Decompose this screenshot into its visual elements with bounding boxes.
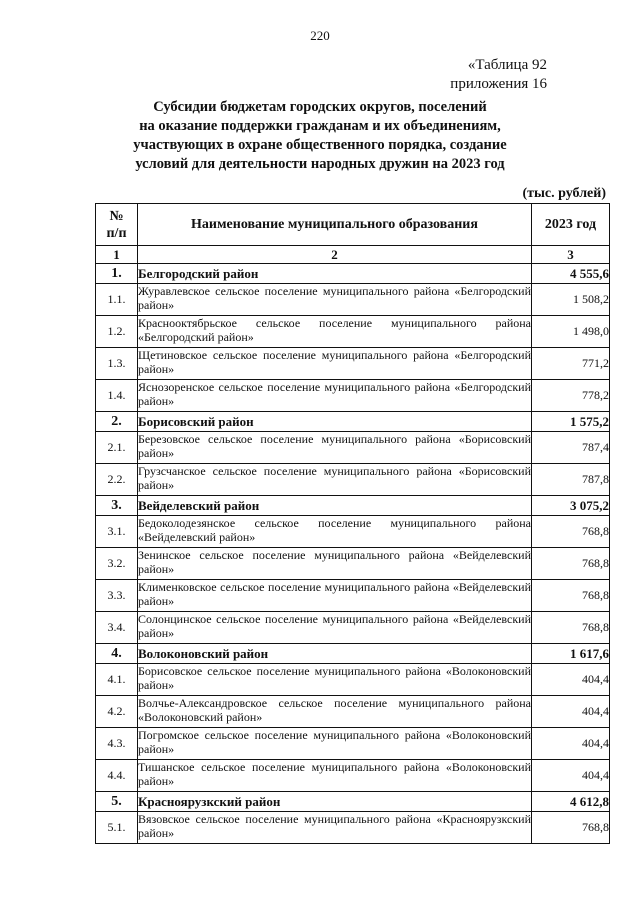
row-number: 1.4.: [96, 380, 138, 412]
header-year: 2023 год: [532, 204, 610, 246]
subsidy-amount: 1 575,2: [532, 412, 610, 432]
subsidy-amount: 768,8: [532, 612, 610, 644]
subsidy-amount: 768,8: [532, 812, 610, 844]
municipality-name: Вязовское сельское поселение муниципального района «Красноярузкский район»: [138, 812, 532, 844]
municipality-name: Солонцинское сельское поселение муниципального района «Вейделевский район»: [138, 612, 532, 644]
row-number: 5.1.: [96, 812, 138, 844]
subsidy-amount: 771,2: [532, 348, 610, 380]
row-number: 3.4.: [96, 612, 138, 644]
municipality-name: Борисовское сельское поселение муниципального района «Волоконовский район»: [138, 664, 532, 696]
district-row: [96, 412, 610, 432]
header-name: Наименование муниципального образования: [138, 204, 532, 246]
row-number: 2.1.: [96, 432, 138, 464]
municipality-name: Красноярузкский район: [138, 792, 532, 812]
header-number-line: п/п: [106, 225, 127, 241]
column-number: 1: [96, 246, 138, 264]
municipality-name: Краснооктябрьское сельское поселение муниципального района «Белгородский район»: [138, 316, 532, 348]
table-header-row: [96, 204, 610, 246]
subsidy-amount: 787,8: [532, 464, 610, 496]
municipality-name: Борисовский район: [138, 412, 532, 432]
municipality-name: Волчье-Александровское сельское поселение муниципального района «Волоконовский район»: [138, 696, 532, 728]
units-label: (тыс. рублей): [522, 186, 606, 201]
row-number: 3.3.: [96, 580, 138, 612]
subsidy-amount: 404,4: [532, 664, 610, 696]
subsidy-amount: 404,4: [532, 728, 610, 760]
row-number: 2.2.: [96, 464, 138, 496]
settlement-row: [96, 316, 610, 348]
municipality-name: Тишанское сельское поселение муниципального района «Волоконовский район»: [138, 760, 532, 792]
settlement-row: [96, 284, 610, 316]
row-number: 4.2.: [96, 696, 138, 728]
municipality-name: Клименковское сельское поселение муниципального района «Вейделевский район»: [138, 580, 532, 612]
table-reference-line: «Таблица 92: [467, 57, 547, 73]
subsidy-amount: 4 612,8: [532, 792, 610, 812]
municipality-name: Погромское сельское поселение муниципального района «Волоконовский район»: [138, 728, 532, 760]
row-number: 4.1.: [96, 664, 138, 696]
settlement-row: [96, 760, 610, 792]
subsidy-amount: 768,8: [532, 516, 610, 548]
municipality-name: Волоконовский район: [138, 644, 532, 664]
district-row: [96, 264, 610, 284]
row-number: 1.2.: [96, 316, 138, 348]
subsidy-amount: 768,8: [532, 548, 610, 580]
subsidy-amount: 768,8: [532, 580, 610, 612]
row-number: 2.: [96, 412, 138, 432]
settlement-row: [96, 728, 610, 760]
municipality-name: Яснозоренское сельское поселение муниципального района «Белгородский район»: [138, 380, 532, 412]
district-row: [96, 792, 610, 812]
title-line: Субсидии бюджетам городских округов, поселений: [153, 99, 487, 115]
district-row: [96, 496, 610, 516]
header-number: [96, 204, 138, 246]
settlement-row: [96, 548, 610, 580]
table-reference-line: приложения 16: [450, 76, 547, 92]
settlement-row: [96, 580, 610, 612]
settlement-row: [96, 380, 610, 412]
column-number: 2: [138, 246, 532, 264]
row-number: 1.1.: [96, 284, 138, 316]
column-number: 3: [532, 246, 610, 264]
settlement-row: [96, 664, 610, 696]
column-number-row: [96, 246, 610, 264]
municipality-name: Вейделевский район: [138, 496, 532, 516]
settlement-row: [96, 696, 610, 728]
title-line: условий для деятельности народных дружин на 2023 год: [135, 156, 505, 172]
subsidy-amount: 778,2: [532, 380, 610, 412]
row-number: 4.: [96, 644, 138, 664]
municipality-name: Зенинское сельское поселение муниципального района «Вейделевский район»: [138, 548, 532, 580]
subsidy-amount: 1 498,0: [532, 316, 610, 348]
municipality-name: Грузсчанское сельское поселение муниципального района «Борисовский район»: [138, 464, 532, 496]
subsidy-amount: 787,4: [532, 432, 610, 464]
subsidy-amount: 3 075,2: [532, 496, 610, 516]
district-row: [96, 644, 610, 664]
municipality-name: Щетиновское сельское поселение муниципального района «Белгородский район»: [138, 348, 532, 380]
subsidy-table: [95, 203, 610, 844]
municipality-name: Журавлевское сельское поселение муниципального района «Белгородский район»: [138, 284, 532, 316]
settlement-row: [96, 612, 610, 644]
row-number: 3.: [96, 496, 138, 516]
settlement-row: [96, 432, 610, 464]
subsidy-amount: 404,4: [532, 696, 610, 728]
settlement-row: [96, 516, 610, 548]
header-number-line: №: [109, 208, 124, 224]
row-number: 4.4.: [96, 760, 138, 792]
document-title: [80, 98, 560, 174]
settlement-row: [96, 348, 610, 380]
table-reference: [450, 56, 547, 94]
municipality-name: Белгородский район: [138, 264, 532, 284]
municipality-name: Березовское сельское поселение муниципального района «Борисовский район»: [138, 432, 532, 464]
settlement-row: [96, 464, 610, 496]
row-number: 1.: [96, 264, 138, 284]
subsidy-amount: 4 555,6: [532, 264, 610, 284]
row-number: 3.2.: [96, 548, 138, 580]
subsidy-amount: 1 508,2: [532, 284, 610, 316]
settlement-row: [96, 812, 610, 844]
subsidy-amount: 404,4: [532, 760, 610, 792]
row-number: 5.: [96, 792, 138, 812]
subsidy-amount: 1 617,6: [532, 644, 610, 664]
title-line: на оказание поддержки гражданам и их объединениям,: [139, 118, 501, 134]
row-number: 3.1.: [96, 516, 138, 548]
title-line: участвующих в охране общественного порядка, создание: [133, 137, 507, 153]
row-number: 4.3.: [96, 728, 138, 760]
municipality-name: Бедоколодезянское сельское поселение муниципального района «Вейделевский район»: [138, 516, 532, 548]
row-number: 1.3.: [96, 348, 138, 380]
page-number: 220: [310, 28, 330, 43]
